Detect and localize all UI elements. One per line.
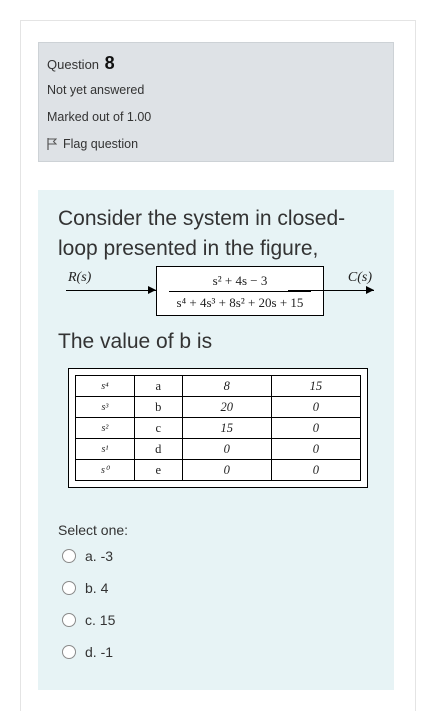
routh-table-figure [68, 368, 368, 488]
table-cell: 0 [271, 460, 360, 481]
radio-button[interactable] [62, 581, 76, 595]
input-line [66, 290, 156, 291]
question-content [38, 190, 394, 690]
answer-option-a[interactable] [62, 548, 113, 564]
table-cell: 15 [182, 418, 271, 439]
table-row [76, 439, 361, 460]
input-label: R(s) [68, 270, 92, 285]
answer-option-label: c. 15 [85, 612, 116, 628]
answer-option-label: a. -3 [85, 548, 114, 564]
table-row [76, 376, 361, 397]
question-prompt: The value of b is [58, 330, 213, 353]
question-grade: Marked out of 1.00 [47, 110, 152, 124]
question-text: Consider the system in closed-loop presented in the figure, [58, 207, 346, 260]
flag-question-label: Flag question [63, 137, 139, 151]
table-cell: 0 [182, 460, 271, 481]
table-cell: a [134, 376, 182, 397]
table-cell: e [134, 460, 182, 481]
transfer-function-diagram [66, 266, 376, 318]
output-arrow-icon [366, 286, 374, 294]
table-cell: s⁰ [76, 460, 135, 481]
input-arrow-icon [148, 286, 156, 294]
denominator: s⁴ + 4s³ + 8s² + 20s + 15 [176, 295, 304, 310]
answer-option-b[interactable] [62, 580, 108, 596]
answer-option-c[interactable] [62, 612, 115, 628]
fraction-bar [169, 291, 311, 292]
table-cell: 0 [271, 397, 360, 418]
output-line [288, 290, 374, 291]
flag-icon [47, 138, 57, 150]
question-number-value: 8 [104, 53, 115, 73]
numerator: s² + 4s − 3 [212, 273, 268, 288]
question-state: Not yet answered [47, 83, 145, 97]
table-cell: 0 [182, 439, 271, 460]
table-cell: s² [76, 418, 135, 439]
radio-button[interactable] [62, 549, 76, 563]
output-label: C(s) [347, 270, 372, 285]
answer-option-label: b. 4 [85, 580, 109, 596]
question-number: Question 8 [47, 53, 115, 73]
radio-button[interactable] [62, 645, 76, 659]
table-cell: 0 [271, 439, 360, 460]
table-cell: s⁴ [76, 376, 135, 397]
table-cell: s¹ [76, 439, 135, 460]
table-cell: c [134, 418, 182, 439]
table-cell: 20 [182, 397, 271, 418]
table-cell: 15 [271, 376, 360, 397]
table-cell: b [134, 397, 182, 418]
table-cell: s³ [76, 397, 135, 418]
select-one-label: Select one: [58, 522, 129, 538]
table-cell: 8 [182, 376, 271, 397]
table-row [76, 418, 361, 439]
table-cell: d [134, 439, 182, 460]
answer-option-label: d. -1 [85, 644, 114, 660]
table-row [76, 397, 361, 418]
routh-table [75, 375, 361, 481]
flag-question-link[interactable] [47, 137, 138, 151]
question-info-panel [38, 42, 394, 162]
table-cell: 0 [271, 418, 360, 439]
table-row [76, 460, 361, 481]
radio-button[interactable] [62, 613, 76, 627]
transfer-function-block [156, 266, 324, 316]
answer-option-d[interactable] [62, 644, 113, 660]
